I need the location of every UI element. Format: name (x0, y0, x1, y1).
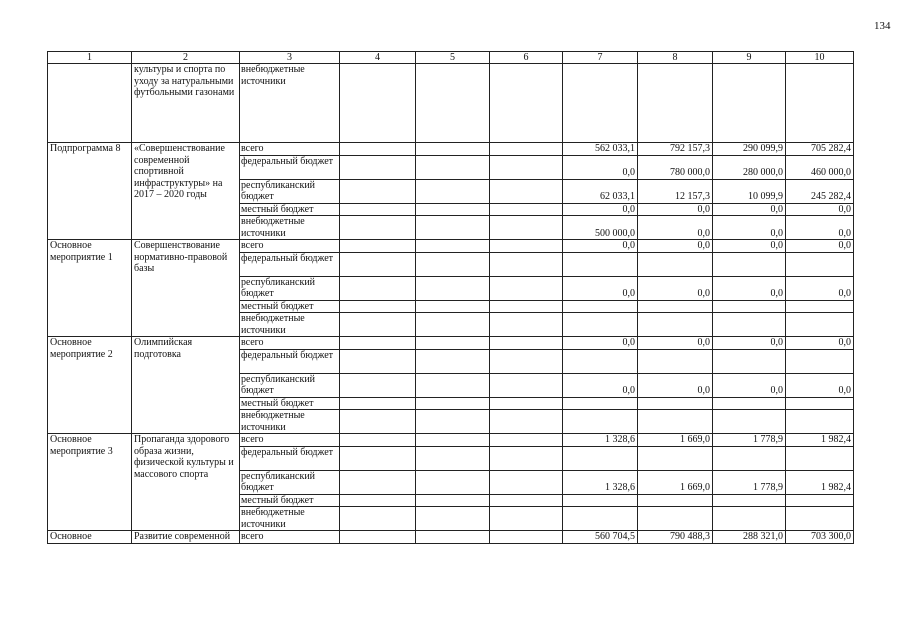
source-cell: местный бюджет (240, 397, 340, 410)
column-number: 4 (340, 52, 416, 64)
table-row (48, 337, 854, 350)
value-cell (786, 64, 854, 143)
value-cell: 0,0 (713, 203, 786, 216)
value-cell (786, 349, 854, 373)
code-cell: Основное (48, 531, 132, 544)
value-cell: 790 488,3 (638, 531, 713, 544)
value-cell (638, 507, 713, 531)
source-cell: республиканский бюджет (240, 373, 340, 397)
value-cell (340, 337, 416, 350)
value-cell: 0,0 (786, 216, 854, 240)
value-cell (786, 507, 854, 531)
value-cell: 560 704,5 (563, 531, 638, 544)
value-cell (416, 531, 490, 544)
source-cell: республиканский бюджет (240, 470, 340, 494)
value-cell: 0,0 (786, 276, 854, 300)
value-cell (638, 446, 713, 470)
value-cell: 0,0 (638, 276, 713, 300)
name-cell: Совершенствование нормативно-правовой базы (132, 240, 240, 337)
value-cell: 0,0 (638, 337, 713, 350)
budget-table (47, 51, 854, 544)
value-cell (786, 397, 854, 410)
value-cell (563, 300, 638, 313)
value-cell: 0,0 (563, 155, 638, 179)
value-cell: 0,0 (563, 276, 638, 300)
code-cell: Подпрограмма 8 (48, 143, 132, 240)
value-cell: 245 282,4 (786, 179, 854, 203)
value-cell: 1 982,4 (786, 470, 854, 494)
value-cell (416, 494, 490, 507)
value-cell (340, 276, 416, 300)
table-row (48, 434, 854, 447)
value-cell (340, 155, 416, 179)
source-cell: внебюджетные источники (240, 507, 340, 531)
value-cell (340, 373, 416, 397)
value-cell: 0,0 (638, 240, 713, 253)
value-cell (340, 507, 416, 531)
value-cell: 0,0 (713, 337, 786, 350)
value-cell (490, 203, 563, 216)
value-cell: 0,0 (786, 373, 854, 397)
value-cell (490, 240, 563, 253)
value-cell (638, 349, 713, 373)
value-cell: 500 000,0 (563, 216, 638, 240)
source-cell: всего (240, 531, 340, 544)
value-cell (713, 313, 786, 337)
value-cell (713, 252, 786, 276)
table-row (48, 531, 854, 544)
value-cell (416, 155, 490, 179)
value-cell (340, 252, 416, 276)
value-cell (786, 252, 854, 276)
value-cell (490, 494, 563, 507)
value-cell (638, 397, 713, 410)
value-cell (340, 300, 416, 313)
value-cell: 0,0 (786, 203, 854, 216)
value-cell (340, 446, 416, 470)
value-cell (490, 397, 563, 410)
value-cell (340, 397, 416, 410)
column-number: 2 (132, 52, 240, 64)
value-cell: 12 157,3 (638, 179, 713, 203)
value-cell (416, 507, 490, 531)
source-cell: внебюджетные источники (240, 64, 340, 143)
source-cell: местный бюджет (240, 203, 340, 216)
value-cell (713, 494, 786, 507)
value-cell: 1 328,6 (563, 434, 638, 447)
source-cell: внебюджетные источники (240, 410, 340, 434)
value-cell (416, 349, 490, 373)
value-cell (340, 494, 416, 507)
value-cell (490, 507, 563, 531)
value-cell (786, 313, 854, 337)
value-cell (713, 300, 786, 313)
value-cell: 460 000,0 (786, 155, 854, 179)
code-cell (48, 64, 132, 143)
value-cell: 1 982,4 (786, 434, 854, 447)
source-cell: федеральный бюджет (240, 446, 340, 470)
value-cell (340, 216, 416, 240)
value-cell (563, 446, 638, 470)
value-cell (416, 240, 490, 253)
value-cell (713, 507, 786, 531)
source-cell: внебюджетные источники (240, 216, 340, 240)
value-cell (340, 179, 416, 203)
value-cell (340, 434, 416, 447)
value-cell (786, 410, 854, 434)
continuation-row (48, 64, 854, 143)
value-cell: 288 321,0 (713, 531, 786, 544)
source-cell: всего (240, 337, 340, 350)
value-cell (490, 216, 563, 240)
value-cell (713, 410, 786, 434)
value-cell: 0,0 (713, 373, 786, 397)
value-cell (786, 300, 854, 313)
code-cell: Основное мероприятие 3 (48, 434, 132, 531)
value-cell: 0,0 (563, 203, 638, 216)
value-cell (416, 313, 490, 337)
value-cell (490, 531, 563, 544)
source-cell: местный бюджет (240, 494, 340, 507)
value-cell (563, 494, 638, 507)
value-cell (563, 507, 638, 531)
value-cell (490, 313, 563, 337)
value-cell (713, 446, 786, 470)
source-cell: всего (240, 434, 340, 447)
value-cell (713, 64, 786, 143)
value-cell (490, 434, 563, 447)
value-cell (490, 300, 563, 313)
value-cell: 0,0 (638, 203, 713, 216)
value-cell (490, 252, 563, 276)
value-cell (563, 397, 638, 410)
value-cell (340, 313, 416, 337)
column-number: 6 (490, 52, 563, 64)
value-cell (563, 349, 638, 373)
value-cell (416, 179, 490, 203)
page-number: 134 (874, 20, 891, 32)
column-number: 7 (563, 52, 638, 64)
value-cell: 1 778,9 (713, 470, 786, 494)
value-cell (340, 64, 416, 143)
value-cell: 0,0 (713, 240, 786, 253)
value-cell (416, 276, 490, 300)
value-cell: 562 033,1 (563, 143, 638, 156)
value-cell (638, 494, 713, 507)
value-cell (416, 470, 490, 494)
value-cell (713, 397, 786, 410)
column-number: 5 (416, 52, 490, 64)
value-cell: 280 000,0 (713, 155, 786, 179)
table-row (48, 143, 854, 156)
value-cell (340, 240, 416, 253)
value-cell (638, 252, 713, 276)
value-cell (490, 64, 563, 143)
column-number: 1 (48, 52, 132, 64)
value-cell: 792 157,3 (638, 143, 713, 156)
value-cell: 1 328,6 (563, 470, 638, 494)
value-cell: 0,0 (713, 276, 786, 300)
value-cell (416, 337, 490, 350)
value-cell: 10 099,9 (713, 179, 786, 203)
name-cell: Пропаганда здорового образа жизни, физической культуры и массового спорта (132, 434, 240, 531)
value-cell (416, 216, 490, 240)
source-cell: всего (240, 143, 340, 156)
value-cell (786, 446, 854, 470)
value-cell: 705 282,4 (786, 143, 854, 156)
value-cell: 0,0 (638, 373, 713, 397)
value-cell (713, 349, 786, 373)
value-cell (340, 203, 416, 216)
source-cell: федеральный бюджет (240, 252, 340, 276)
value-cell (416, 434, 490, 447)
column-number: 10 (786, 52, 854, 64)
value-cell (490, 155, 563, 179)
value-cell (490, 276, 563, 300)
column-number: 8 (638, 52, 713, 64)
value-cell (490, 143, 563, 156)
value-cell: 0,0 (786, 337, 854, 350)
value-cell (340, 531, 416, 544)
value-cell (416, 203, 490, 216)
value-cell: 703 300,0 (786, 531, 854, 544)
value-cell: 0,0 (563, 373, 638, 397)
value-cell (563, 252, 638, 276)
name-cell: Олимпийская подготовка (132, 337, 240, 434)
value-cell: 0,0 (563, 337, 638, 350)
value-cell (638, 64, 713, 143)
value-cell: 290 099,9 (713, 143, 786, 156)
value-cell: 0,0 (563, 240, 638, 253)
source-cell: федеральный бюджет (240, 349, 340, 373)
value-cell (340, 410, 416, 434)
value-cell (638, 410, 713, 434)
name-cell: «Совершенствование современной спортивной инфраструктуры» на 2017 – 2020 годы (132, 143, 240, 240)
value-cell (490, 337, 563, 350)
value-cell (416, 397, 490, 410)
column-number-row (48, 52, 854, 64)
value-cell: 1 669,0 (638, 470, 713, 494)
name-cell: культуры и спорта по уходу за натуральными футбольными газонами (132, 64, 240, 143)
value-cell: 1 778,9 (713, 434, 786, 447)
code-cell: Основное мероприятие 1 (48, 240, 132, 337)
value-cell (416, 410, 490, 434)
name-cell: Развитие современной (132, 531, 240, 544)
value-cell: 0,0 (638, 216, 713, 240)
value-cell: 0,0 (786, 240, 854, 253)
value-cell: 1 669,0 (638, 434, 713, 447)
source-cell: внебюджетные источники (240, 313, 340, 337)
value-cell (490, 446, 563, 470)
value-cell (490, 179, 563, 203)
value-cell (490, 349, 563, 373)
value-cell: 780 000,0 (638, 155, 713, 179)
value-cell (416, 143, 490, 156)
value-cell (563, 313, 638, 337)
value-cell (340, 143, 416, 156)
value-cell (416, 252, 490, 276)
table-row (48, 240, 854, 253)
value-cell (416, 446, 490, 470)
value-cell (563, 410, 638, 434)
value-cell (416, 373, 490, 397)
value-cell (490, 470, 563, 494)
value-cell: 62 033,1 (563, 179, 638, 203)
value-cell (786, 494, 854, 507)
value-cell (638, 300, 713, 313)
value-cell (416, 64, 490, 143)
column-number: 9 (713, 52, 786, 64)
column-number: 3 (240, 52, 340, 64)
value-cell (340, 349, 416, 373)
value-cell (490, 410, 563, 434)
code-cell: Основное мероприятие 2 (48, 337, 132, 434)
value-cell (340, 470, 416, 494)
source-cell: федеральный бюджет (240, 155, 340, 179)
value-cell (416, 300, 490, 313)
value-cell (563, 64, 638, 143)
source-cell: республиканский бюджет (240, 276, 340, 300)
source-cell: местный бюджет (240, 300, 340, 313)
value-cell: 0,0 (713, 216, 786, 240)
value-cell (638, 313, 713, 337)
source-cell: республиканский бюджет (240, 179, 340, 203)
source-cell: всего (240, 240, 340, 253)
value-cell (490, 373, 563, 397)
